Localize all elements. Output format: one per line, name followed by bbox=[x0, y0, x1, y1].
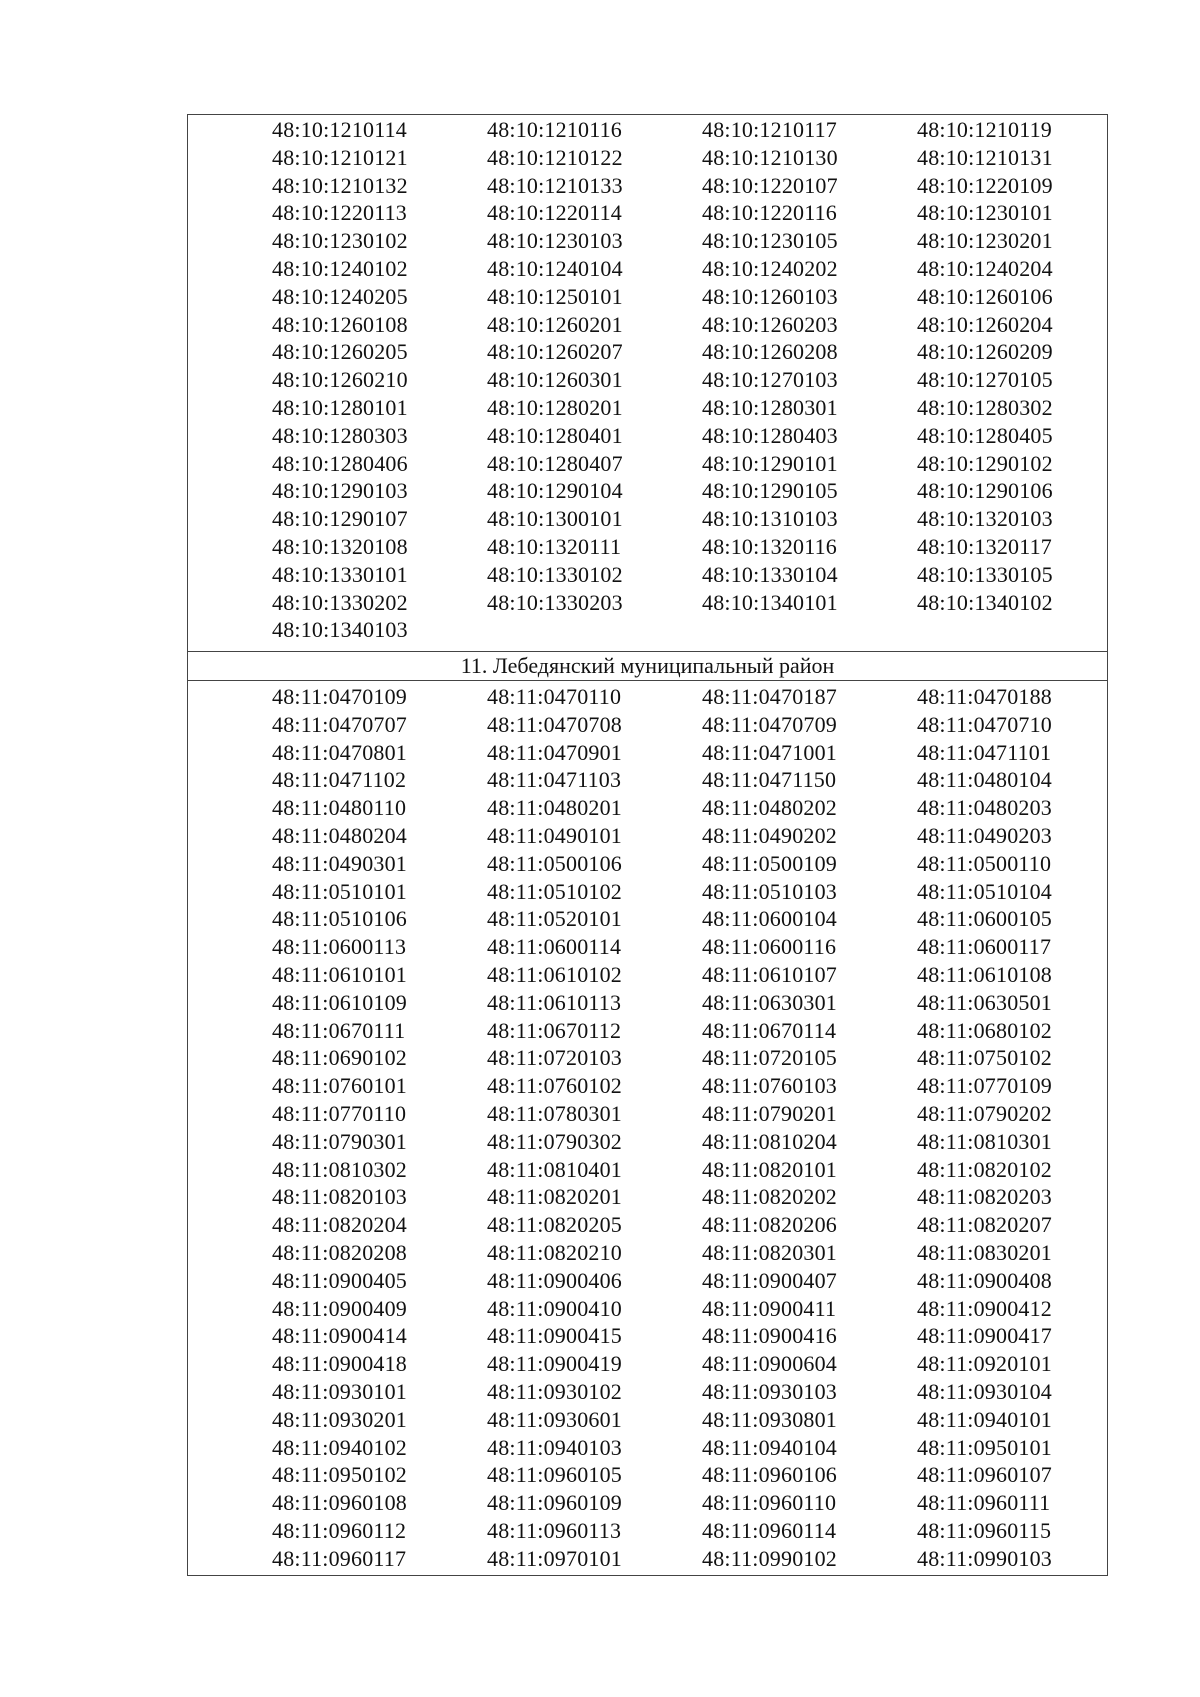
cadastral-code-cell: 48:10:1260204 bbox=[917, 311, 1053, 337]
cadastral-code-cell: 48:11:0940103 bbox=[487, 1434, 623, 1460]
cadastral-code-cell: 48:11:0930601 bbox=[487, 1406, 623, 1432]
cadastral-code-cell: 48:10:1330203 bbox=[487, 589, 623, 615]
table-row bbox=[188, 1378, 1107, 1406]
cadastral-code-cell: 48:11:0900419 bbox=[487, 1351, 623, 1377]
cadastral-code-cell: 48:11:0480203 bbox=[917, 795, 1053, 821]
table-row bbox=[188, 1044, 1107, 1072]
cadastral-code-cell: 48:10:1280302 bbox=[917, 394, 1053, 420]
table-row bbox=[188, 1322, 1107, 1350]
cadastral-code-cell: 48:10:1240204 bbox=[917, 255, 1053, 281]
cadastral-code-cell: 48:10:1260108 bbox=[272, 311, 408, 337]
cadastral-code-cell: 48:10:1290104 bbox=[487, 478, 623, 504]
cadastral-code-cell: 48:11:0670111 bbox=[272, 1017, 406, 1043]
cadastral-code-cell: 48:11:0960113 bbox=[487, 1517, 622, 1543]
cadastral-code-cell: 48:11:0810301 bbox=[917, 1128, 1053, 1154]
cadastral-code-cell: 48:11:0900604 bbox=[702, 1351, 838, 1377]
table-row bbox=[188, 616, 1107, 644]
cadastral-code-cell: 48:11:0960106 bbox=[702, 1462, 838, 1488]
cadastral-code-cell: 48:10:1230105 bbox=[702, 228, 838, 254]
table-row bbox=[188, 1128, 1107, 1156]
cadastral-code-cell: 48:11:0470709 bbox=[702, 711, 838, 737]
table-row bbox=[188, 533, 1107, 561]
cadastral-code-cell: 48:10:1290107 bbox=[272, 506, 408, 532]
cadastral-code-cell: 48:10:1240102 bbox=[272, 255, 408, 281]
table-row bbox=[188, 739, 1107, 767]
cadastral-code-cell: 48:10:1280201 bbox=[487, 394, 623, 420]
cadastral-code-cell: 48:11:0510103 bbox=[702, 878, 838, 904]
cadastral-code-cell: 48:11:0900408 bbox=[917, 1267, 1053, 1293]
cadastral-code-cell: 48:10:1290105 bbox=[702, 478, 838, 504]
table-row bbox=[188, 561, 1107, 589]
cadastral-code-cell: 48:11:0470708 bbox=[487, 711, 623, 737]
cadastral-code-cell: 48:10:1330202 bbox=[272, 589, 408, 615]
cadastral-code-cell: 48:10:1220116 bbox=[702, 200, 838, 226]
cadastral-code-cell: 48:11:0470707 bbox=[272, 711, 408, 737]
table-row bbox=[188, 905, 1107, 933]
table-row bbox=[188, 394, 1107, 422]
table-row bbox=[188, 422, 1107, 450]
cadastral-code-cell: 48:10:1210121 bbox=[272, 144, 408, 170]
table-row bbox=[188, 1295, 1107, 1323]
cadastral-code-cell: 48:11:0820202 bbox=[702, 1184, 838, 1210]
cadastral-code-cell: 48:10:1220114 bbox=[487, 200, 623, 226]
cadastral-code-cell: 48:11:0810204 bbox=[702, 1128, 838, 1154]
cadastral-code-cell: 48:11:0610101 bbox=[272, 961, 408, 987]
cadastral-code-cell: 48:10:1330104 bbox=[702, 561, 838, 587]
cadastral-code-cell: 48:10:1330105 bbox=[917, 561, 1053, 587]
cadastral-code-cell: 48:10:1260201 bbox=[487, 311, 623, 337]
cadastral-code-cell: 48:11:0920101 bbox=[917, 1351, 1053, 1377]
cadastral-code-cell: 48:11:0930101 bbox=[272, 1378, 408, 1404]
cadastral-code-cell: 48:11:0790302 bbox=[487, 1128, 623, 1154]
cadastral-code-cell: 48:11:0830201 bbox=[917, 1239, 1053, 1265]
cadastral-table bbox=[187, 114, 1108, 1576]
cadastral-code-cell: 48:11:0610102 bbox=[487, 961, 623, 987]
cadastral-code-cell: 48:11:0600116 bbox=[702, 934, 837, 960]
table-row bbox=[188, 227, 1107, 255]
table-row bbox=[188, 144, 1107, 172]
cadastral-code-cell: 48:11:0480104 bbox=[917, 767, 1053, 793]
cadastral-code-cell: 48:11:0950102 bbox=[272, 1462, 408, 1488]
cadastral-code-cell: 48:11:0930102 bbox=[487, 1378, 623, 1404]
cadastral-code-cell: 48:10:1210117 bbox=[702, 117, 838, 142]
cadastral-code-cell: 48:11:0820205 bbox=[487, 1212, 623, 1238]
cadastral-code-cell: 48:11:0900405 bbox=[272, 1267, 408, 1293]
cadastral-code-cell: 48:11:0471102 bbox=[272, 767, 407, 793]
cadastral-code-cell: 48:10:1280303 bbox=[272, 422, 408, 448]
cadastral-code-cell: 48:11:0970101 bbox=[487, 1545, 623, 1571]
cadastral-code-cell: 48:11:0900409 bbox=[272, 1295, 408, 1321]
cadastral-code-cell: 48:11:0900415 bbox=[487, 1323, 623, 1349]
table-row bbox=[188, 822, 1107, 850]
table-row bbox=[188, 505, 1107, 533]
cadastral-code-cell: 48:11:0610113 bbox=[487, 989, 622, 1015]
cadastral-code-cell: 48:11:0790201 bbox=[702, 1100, 838, 1126]
cadastral-code-cell: 48:11:0471150 bbox=[702, 767, 837, 793]
cadastral-code-cell: 48:11:0770109 bbox=[917, 1073, 1053, 1099]
table-row bbox=[188, 1517, 1107, 1545]
cadastral-code-cell: 48:10:1280406 bbox=[272, 450, 408, 476]
cadastral-code-cell: 48:11:0900414 bbox=[272, 1323, 408, 1349]
cadastral-code-cell: 48:11:0510102 bbox=[487, 878, 623, 904]
table-row bbox=[188, 961, 1107, 989]
cadastral-code-cell: 48:11:0900412 bbox=[917, 1295, 1053, 1321]
table-row bbox=[188, 1267, 1107, 1295]
section-11-codes bbox=[188, 683, 1107, 1573]
cadastral-code-cell: 48:10:1240205 bbox=[272, 283, 408, 309]
cadastral-code-cell: 48:11:0690102 bbox=[272, 1045, 408, 1071]
cadastral-code-cell: 48:11:0960115 bbox=[917, 1517, 1052, 1543]
cadastral-code-cell: 48:11:0760102 bbox=[487, 1073, 623, 1099]
cadastral-code-cell: 48:11:0500109 bbox=[702, 850, 838, 876]
cadastral-code-cell: 48:10:1210119 bbox=[917, 117, 1053, 142]
cadastral-code-cell: 48:10:1340103 bbox=[272, 617, 408, 643]
cadastral-code-cell: 48:10:1290101 bbox=[702, 450, 838, 476]
cadastral-code-cell: 48:11:0820201 bbox=[487, 1184, 623, 1210]
cadastral-code-cell: 48:11:0490202 bbox=[702, 822, 838, 848]
cadastral-code-cell: 48:11:0760101 bbox=[272, 1073, 408, 1099]
cadastral-code-cell: 48:11:0900406 bbox=[487, 1267, 623, 1293]
cadastral-code-cell: 48:11:0610109 bbox=[272, 989, 408, 1015]
cadastral-code-cell: 48:11:0940101 bbox=[917, 1406, 1053, 1432]
cadastral-code-cell: 48:10:1220107 bbox=[702, 172, 838, 198]
cadastral-code-cell: 48:10:1320103 bbox=[917, 506, 1053, 532]
cadastral-code-cell: 48:11:0810401 bbox=[487, 1156, 623, 1182]
cadastral-code-cell: 48:11:0930201 bbox=[272, 1406, 408, 1432]
cadastral-code-cell: 48:11:0900407 bbox=[702, 1267, 838, 1293]
table-row bbox=[188, 794, 1107, 822]
cadastral-code-cell: 48:11:0680102 bbox=[917, 1017, 1053, 1043]
table-row bbox=[188, 683, 1107, 711]
table-row bbox=[188, 878, 1107, 906]
cadastral-code-cell: 48:10:1280403 bbox=[702, 422, 838, 448]
cadastral-code-cell: 48:11:0600104 bbox=[702, 906, 838, 932]
cadastral-code-cell: 48:11:0471103 bbox=[487, 767, 622, 793]
cadastral-code-cell: 48:11:0900411 bbox=[702, 1295, 837, 1321]
cadastral-code-cell: 48:11:0720103 bbox=[487, 1045, 623, 1071]
table-row bbox=[188, 338, 1107, 366]
cadastral-code-cell: 48:11:0820103 bbox=[272, 1184, 408, 1210]
table-row bbox=[188, 172, 1107, 200]
table-row bbox=[188, 477, 1107, 505]
cadastral-code-cell: 48:10:1260103 bbox=[702, 283, 838, 309]
cadastral-code-cell: 48:10:1320116 bbox=[702, 533, 838, 559]
cadastral-code-cell: 48:10:1210131 bbox=[917, 144, 1053, 170]
table-row bbox=[188, 711, 1107, 739]
cadastral-code-cell: 48:10:1280101 bbox=[272, 394, 408, 420]
cadastral-code-cell: 48:11:0900410 bbox=[487, 1295, 623, 1321]
table-row bbox=[188, 1072, 1107, 1100]
cadastral-code-cell: 48:11:0990103 bbox=[917, 1545, 1053, 1571]
cadastral-code-cell: 48:11:0820102 bbox=[917, 1156, 1053, 1182]
cadastral-code-cell: 48:11:0510101 bbox=[272, 878, 408, 904]
cadastral-code-cell: 48:10:1320117 bbox=[917, 533, 1053, 559]
cadastral-code-cell: 48:10:1260210 bbox=[272, 367, 408, 393]
cadastral-code-cell: 48:10:1280405 bbox=[917, 422, 1053, 448]
cadastral-code-cell: 48:11:0960107 bbox=[917, 1462, 1053, 1488]
cadastral-code-cell: 48:11:0790202 bbox=[917, 1100, 1053, 1126]
cadastral-code-cell: 48:10:1260106 bbox=[917, 283, 1053, 309]
table-row bbox=[188, 589, 1107, 617]
cadastral-code-cell: 48:11:0500110 bbox=[917, 850, 1052, 876]
cadastral-code-cell: 48:10:1210116 bbox=[487, 117, 623, 142]
cadastral-code-cell: 48:11:0610107 bbox=[702, 961, 838, 987]
cadastral-code-cell: 48:11:0600113 bbox=[272, 934, 407, 960]
table-row bbox=[188, 283, 1107, 311]
cadastral-code-cell: 48:11:0470901 bbox=[487, 739, 623, 765]
cadastral-code-cell: 48:10:1240202 bbox=[702, 255, 838, 281]
cadastral-code-cell: 48:10:1280407 bbox=[487, 450, 623, 476]
table-row bbox=[188, 116, 1107, 144]
cadastral-code-cell: 48:11:0960112 bbox=[272, 1517, 407, 1543]
cadastral-code-cell: 48:11:0960110 bbox=[702, 1490, 837, 1516]
table-row bbox=[188, 366, 1107, 394]
cadastral-code-cell: 48:10:1340101 bbox=[702, 589, 838, 615]
cadastral-code-cell: 48:11:0480201 bbox=[487, 795, 623, 821]
cadastral-code-cell: 48:11:0900416 bbox=[702, 1323, 838, 1349]
cadastral-code-cell: 48:11:0471001 bbox=[702, 739, 838, 765]
cadastral-code-cell: 48:11:0760103 bbox=[702, 1073, 838, 1099]
cadastral-code-cell: 48:11:0960109 bbox=[487, 1490, 623, 1516]
table-row bbox=[188, 199, 1107, 227]
cadastral-code-cell: 48:11:0930801 bbox=[702, 1406, 838, 1432]
cadastral-code-cell: 48:10:1290106 bbox=[917, 478, 1053, 504]
cadastral-code-cell: 48:11:0470109 bbox=[272, 684, 408, 709]
table-row bbox=[188, 766, 1107, 794]
table-row bbox=[188, 1239, 1107, 1267]
cadastral-code-cell: 48:10:1250101 bbox=[487, 283, 623, 309]
table-row bbox=[188, 989, 1107, 1017]
cadastral-code-cell: 48:10:1320111 bbox=[487, 533, 622, 559]
cadastral-code-cell: 48:11:0670114 bbox=[702, 1017, 837, 1043]
cadastral-code-cell: 48:11:0510104 bbox=[917, 878, 1053, 904]
cadastral-code-cell: 48:10:1210122 bbox=[487, 144, 623, 170]
cadastral-code-cell: 48:11:0960108 bbox=[272, 1490, 408, 1516]
table-row bbox=[188, 1489, 1107, 1517]
cadastral-code-cell: 48:11:0500106 bbox=[487, 850, 623, 876]
cadastral-code-cell: 48:11:0900418 bbox=[272, 1351, 408, 1377]
cadastral-code-cell: 48:11:0930103 bbox=[702, 1378, 838, 1404]
cadastral-code-cell: 48:10:1240104 bbox=[487, 255, 623, 281]
cadastral-code-cell: 48:11:0960105 bbox=[487, 1462, 623, 1488]
cadastral-code-cell: 48:11:0471101 bbox=[917, 739, 1052, 765]
cadastral-code-cell: 48:11:0520101 bbox=[487, 906, 623, 932]
cadastral-code-cell: 48:11:0490101 bbox=[487, 822, 623, 848]
cadastral-code-cell: 48:10:1260208 bbox=[702, 339, 838, 365]
cadastral-code-cell: 48:10:1230101 bbox=[917, 200, 1053, 226]
cadastral-code-cell: 48:11:0470188 bbox=[917, 684, 1053, 709]
cadastral-code-cell: 48:11:0820203 bbox=[917, 1184, 1053, 1210]
cadastral-code-cell: 48:10:1310103 bbox=[702, 506, 838, 532]
cadastral-code-cell: 48:11:0900417 bbox=[917, 1323, 1053, 1349]
cadastral-code-cell: 48:10:1210133 bbox=[487, 172, 623, 198]
cadastral-code-cell: 48:11:0810302 bbox=[272, 1156, 408, 1182]
cadastral-code-cell: 48:11:0820301 bbox=[702, 1239, 838, 1265]
cadastral-code-cell: 48:10:1280401 bbox=[487, 422, 623, 448]
cadastral-code-cell: 48:11:0990102 bbox=[702, 1545, 838, 1571]
table-row bbox=[188, 933, 1107, 961]
cadastral-code-cell: 48:10:1260205 bbox=[272, 339, 408, 365]
cadastral-code-cell: 48:11:0820210 bbox=[487, 1239, 623, 1265]
table-row bbox=[188, 1434, 1107, 1462]
table-row bbox=[188, 850, 1107, 878]
cadastral-code-cell: 48:11:0470110 bbox=[487, 684, 622, 709]
section-10-codes bbox=[188, 116, 1107, 644]
cadastral-code-cell: 48:10:1230103 bbox=[487, 228, 623, 254]
cadastral-code-cell: 48:11:0600105 bbox=[917, 906, 1053, 932]
cadastral-code-cell: 48:11:0820204 bbox=[272, 1212, 408, 1238]
table-row bbox=[188, 450, 1107, 478]
cadastral-code-cell: 48:11:0470187 bbox=[702, 684, 838, 709]
cadastral-code-cell: 48:10:1260209 bbox=[917, 339, 1053, 365]
cadastral-code-cell: 48:10:1220113 bbox=[272, 200, 408, 226]
table-row bbox=[188, 1183, 1107, 1211]
cadastral-code-cell: 48:11:0600114 bbox=[487, 934, 622, 960]
table-row bbox=[188, 1461, 1107, 1489]
cadastral-code-cell: 48:10:1230201 bbox=[917, 228, 1053, 254]
table-row bbox=[188, 1211, 1107, 1239]
cadastral-code-cell: 48:11:0780301 bbox=[487, 1100, 623, 1126]
cadastral-code-cell: 48:11:0600117 bbox=[917, 934, 1052, 960]
cadastral-code-cell: 48:11:0630501 bbox=[917, 989, 1053, 1015]
cadastral-code-cell: 48:11:0820101 bbox=[702, 1156, 838, 1182]
cadastral-code-cell: 48:10:1210114 bbox=[272, 117, 408, 142]
cadastral-code-cell: 48:10:1260203 bbox=[702, 311, 838, 337]
cadastral-code-cell: 48:11:0940104 bbox=[702, 1434, 838, 1460]
cadastral-code-cell: 48:11:0490301 bbox=[272, 850, 408, 876]
cadastral-code-cell: 48:10:1320108 bbox=[272, 533, 408, 559]
cadastral-code-cell: 48:11:0610108 bbox=[917, 961, 1053, 987]
cadastral-code-cell: 48:11:0720105 bbox=[702, 1045, 838, 1071]
cadastral-code-cell: 48:10:1260207 bbox=[487, 339, 623, 365]
cadastral-code-cell: 48:10:1340102 bbox=[917, 589, 1053, 615]
cadastral-code-cell: 48:11:0490203 bbox=[917, 822, 1053, 848]
table-row bbox=[188, 1350, 1107, 1378]
cadastral-code-cell: 48:11:0480204 bbox=[272, 822, 408, 848]
table-row bbox=[188, 1017, 1107, 1045]
cadastral-code-cell: 48:11:0820207 bbox=[917, 1212, 1053, 1238]
cadastral-code-cell: 48:11:0480202 bbox=[702, 795, 838, 821]
cadastral-code-cell: 48:11:0770110 bbox=[272, 1100, 407, 1126]
cadastral-code-cell: 48:10:1230102 bbox=[272, 228, 408, 254]
cadastral-code-cell: 48:10:1330101 bbox=[272, 561, 408, 587]
cadastral-code-cell: 48:11:0630301 bbox=[702, 989, 838, 1015]
cadastral-code-cell: 48:10:1260301 bbox=[487, 367, 623, 393]
cadastral-code-cell: 48:11:0960117 bbox=[272, 1545, 407, 1571]
cadastral-code-cell: 48:10:1270103 bbox=[702, 367, 838, 393]
cadastral-code-cell: 48:11:0820208 bbox=[272, 1239, 408, 1265]
table-row bbox=[188, 311, 1107, 339]
cadastral-code-cell: 48:11:0510106 bbox=[272, 906, 408, 932]
cadastral-code-cell: 48:10:1290102 bbox=[917, 450, 1053, 476]
cadastral-code-cell: 48:11:0940102 bbox=[272, 1434, 408, 1460]
cadastral-code-cell: 48:11:0950101 bbox=[917, 1434, 1053, 1460]
cadastral-code-cell: 48:11:0470710 bbox=[917, 711, 1053, 737]
table-row bbox=[188, 1156, 1107, 1184]
cadastral-code-cell: 48:10:1300101 bbox=[487, 506, 623, 532]
table-row bbox=[188, 1545, 1107, 1573]
cadastral-code-cell: 48:10:1220109 bbox=[917, 172, 1053, 198]
cadastral-code-cell: 48:10:1210130 bbox=[702, 144, 838, 170]
table-row bbox=[188, 1406, 1107, 1434]
table-row bbox=[188, 255, 1107, 283]
cadastral-code-cell: 48:11:0480110 bbox=[272, 795, 407, 821]
cadastral-code-cell: 48:10:1290103 bbox=[272, 478, 408, 504]
cadastral-code-cell: 48:10:1270105 bbox=[917, 367, 1053, 393]
cadastral-code-cell: 48:11:0670112 bbox=[487, 1017, 622, 1043]
cadastral-code-cell: 48:11:0790301 bbox=[272, 1128, 408, 1154]
cadastral-code-cell: 48:10:1210132 bbox=[272, 172, 408, 198]
table-row bbox=[188, 1100, 1107, 1128]
cadastral-code-cell: 48:10:1330102 bbox=[487, 561, 623, 587]
cadastral-code-cell: 48:11:0930104 bbox=[917, 1378, 1053, 1404]
cadastral-code-cell: 48:10:1280301 bbox=[702, 394, 838, 420]
section-heading: 11. Лебедянский муниципальный район bbox=[188, 651, 1107, 681]
cadastral-code-cell: 48:11:0960111 bbox=[917, 1490, 1051, 1516]
cadastral-code-cell: 48:11:0470801 bbox=[272, 739, 408, 765]
cadastral-code-cell: 48:11:0750102 bbox=[917, 1045, 1053, 1071]
cadastral-code-cell: 48:11:0820206 bbox=[702, 1212, 838, 1238]
cadastral-code-cell: 48:11:0960114 bbox=[702, 1517, 837, 1543]
